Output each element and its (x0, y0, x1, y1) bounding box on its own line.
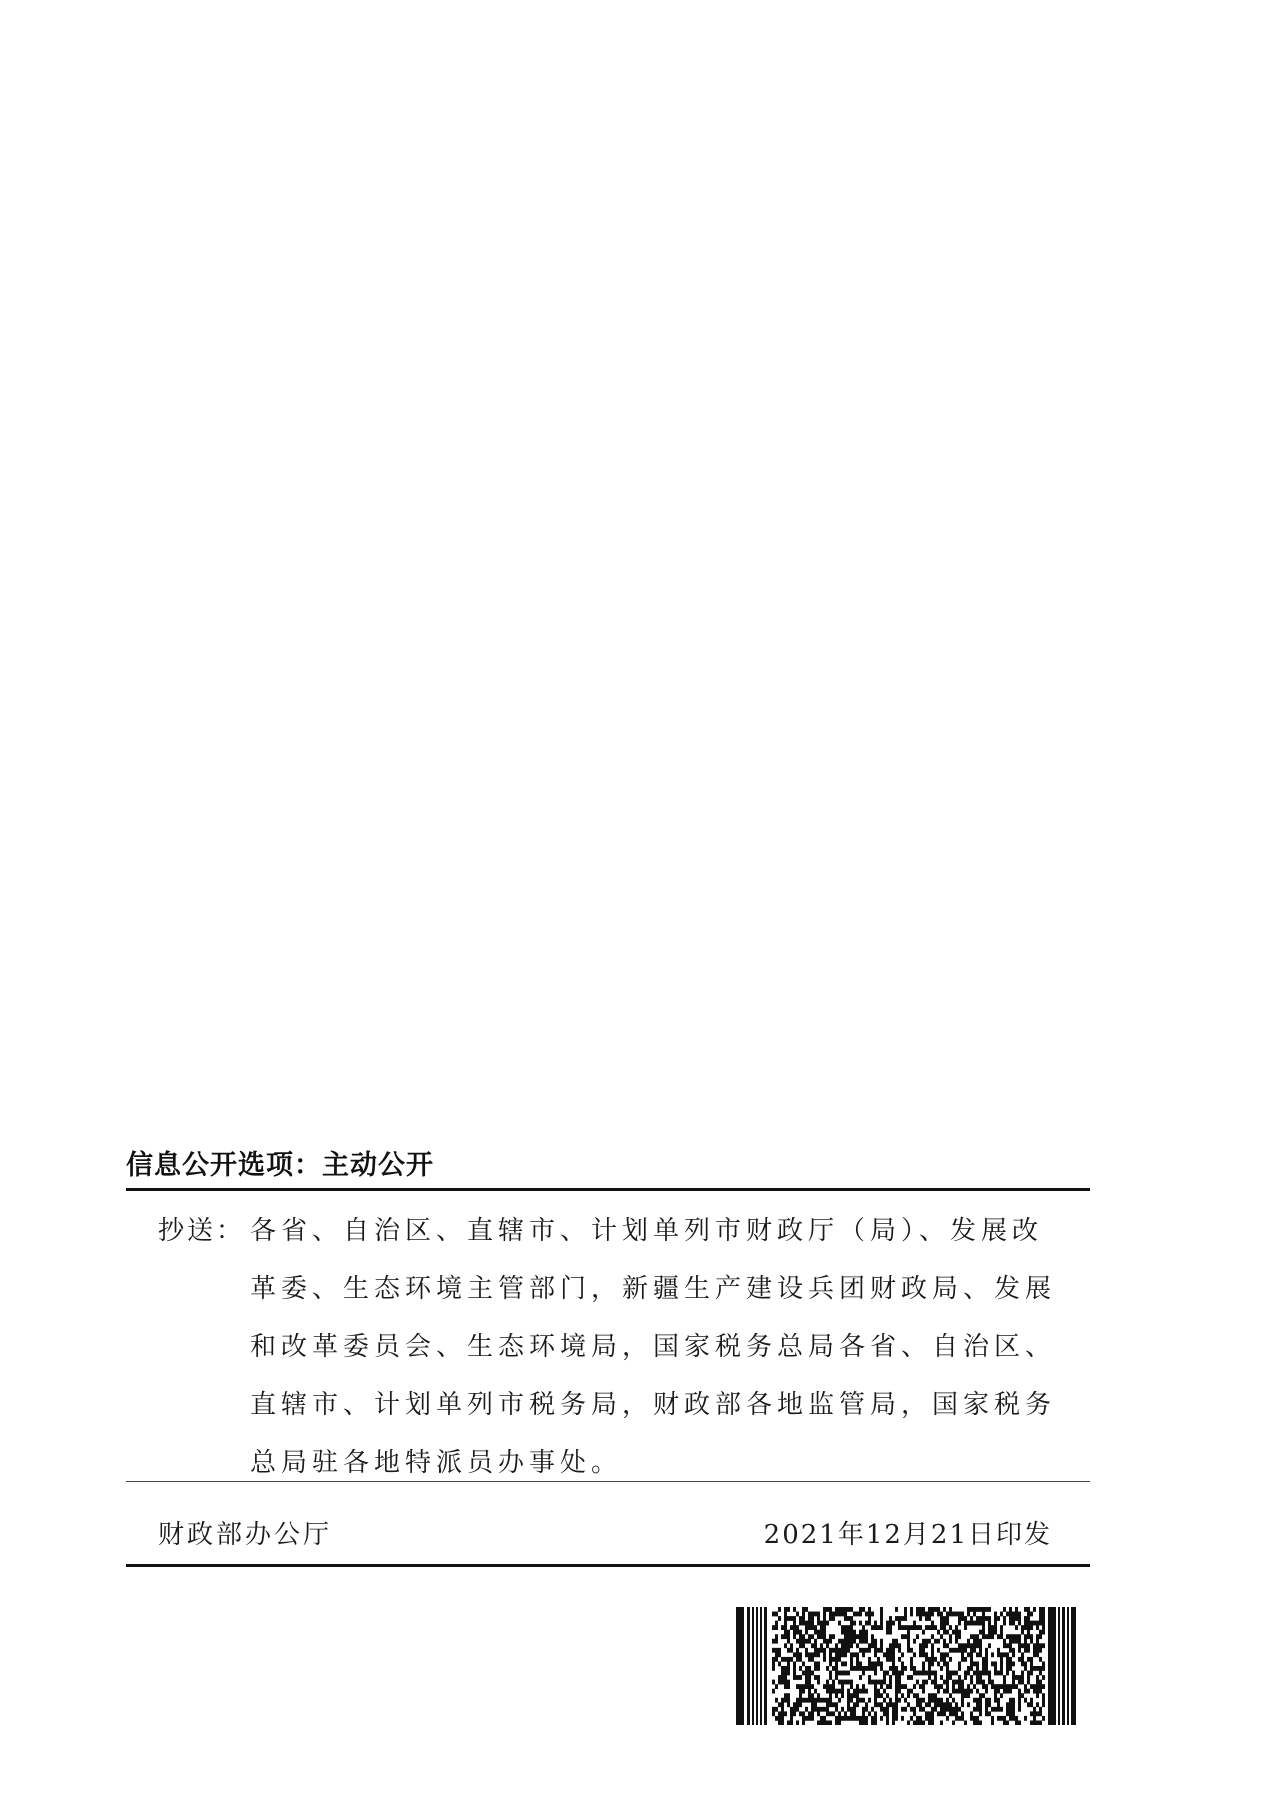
cc-line: 和改革委员会、生态环境局，国家税务总局各省、自治区、 (250, 1332, 1057, 1362)
pdf417-barcode-icon (736, 1607, 1076, 1725)
cc-line: 各省、自治区、直辖市、计划单列市财政厅（局）、发展改 (250, 1216, 1044, 1246)
issuer-name: 财政部办公厅 (158, 1520, 333, 1550)
cc-line: 直辖市、计划单列市税务局，财政部各地监管局，国家税务 (250, 1390, 1057, 1420)
bottom-divider (126, 1564, 1090, 1567)
issue-date: 2021年12月21日印发 (763, 1520, 1052, 1550)
top-divider (126, 1188, 1090, 1191)
cc-line: 革委、生态环境主管部门，新疆生产建设兵团财政局、发展 (250, 1274, 1057, 1304)
middle-divider (126, 1481, 1090, 1482)
cc-label: 抄送： (158, 1216, 246, 1246)
cc-line: 总局驻各地特派员办事处。 (250, 1448, 623, 1478)
cc-recipients (250, 1202, 1058, 1492)
disclosure-option: 信息公开选项：主动公开 (126, 1150, 434, 1181)
